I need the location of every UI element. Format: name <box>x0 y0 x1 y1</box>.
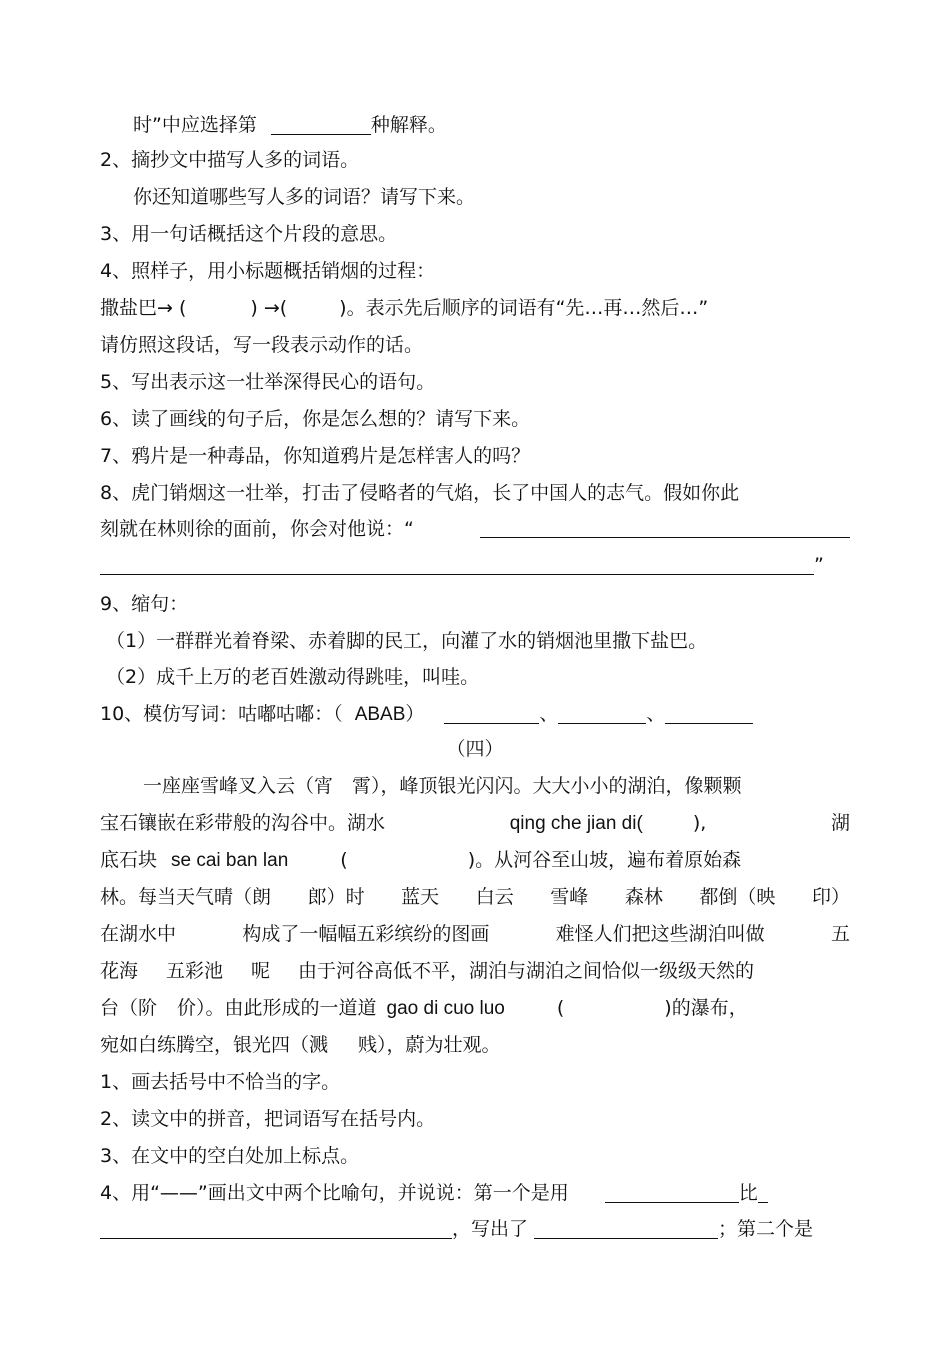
q8-answer-line-2[interactable] <box>100 574 814 575</box>
task-2: 2、读文中的拼音，把词语写在括号内。 <box>100 1108 436 1130</box>
p4-seg-7: 都倒（映 <box>699 886 776 908</box>
question-7: 7、鸦片是一种毒品，你知道鸦片是怎样害人的吗？ <box>100 445 531 467</box>
pinyin-qing-che-jian-di: qing che jian di( <box>509 813 643 834</box>
q10-text: 10、模仿写词：咕嘟咕嘟：（ <box>100 703 343 725</box>
p7-end: )的瀑布， <box>664 997 748 1019</box>
p4-seg-6: 森林 <box>624 886 663 908</box>
task-4-blank-3[interactable] <box>534 1218 718 1239</box>
passage-2-close: ), <box>692 812 707 834</box>
task-4-text: 4、用“——”画出文中两个比喻句，并说说：第一个是用 <box>100 1182 569 1204</box>
task-4-bi: 比 <box>738 1182 758 1204</box>
pinyin-gao-di-cuo-luo: gao di cuo luo <box>386 998 505 1019</box>
p6-seg-3: 呢 <box>251 960 271 982</box>
question-4-sub: 请仿照这段话，写一段表示动作的话。 <box>100 334 424 356</box>
question-6: 6、读了画线的句子后，你是怎么想的？请写下来。 <box>100 408 531 430</box>
question-2-sub: 你还知道哪些写人多的词语？请写下来。 <box>133 186 476 208</box>
question-8-cont: 刻就在林则徐的面前，你会对他说：“ <box>100 518 414 540</box>
p5-seg-4: 五 <box>830 923 850 945</box>
passage-3-text: 底石块 <box>100 849 158 871</box>
question-10 <box>100 699 850 729</box>
passage-2-pinyin-group <box>510 808 707 838</box>
passage-line-4 <box>100 882 850 912</box>
task-4-second: ；第二个是 <box>718 1218 814 1240</box>
p4-seg-8: 印） <box>811 886 850 908</box>
question-3: 3、用一句话概括这个片段的意思。 <box>100 223 398 245</box>
p5-seg-1: 在湖水中 <box>100 923 177 945</box>
task-4-wrote: ，写出了 <box>452 1218 529 1240</box>
q10-separator-1: 、 <box>539 703 559 725</box>
question-5: 5、写出表示这一壮举深得民心的语句。 <box>100 371 436 393</box>
passage-3-open: ( <box>340 849 348 871</box>
p4-seg-2: 郎）时 <box>307 886 365 908</box>
task-1: 1、画去括号中不恰当的字。 <box>100 1071 341 1093</box>
q8-close-quote: ” <box>814 554 824 576</box>
p7-seg-2: 价）。由此形成的一道道 <box>177 997 377 1019</box>
example-text-b: ) →( <box>250 297 288 319</box>
section-heading-4: （四） <box>446 738 504 760</box>
question-9-item-1: （1）一群群光着脊梁、赤着脚的民工，向灌了水的销烟池里撒下盐巴。 <box>106 630 708 652</box>
q10-blank-2[interactable] <box>558 703 646 724</box>
passage-line-8 <box>100 1030 850 1060</box>
p7-seg-1: 台（阶 <box>100 997 158 1019</box>
passage-line-5 <box>100 919 850 949</box>
p6-seg-4: 由于河谷高低不平，湖泊与湖泊之间恰似一级级天然的 <box>298 960 755 982</box>
example-text-c: )。表示先后顺序的词语有“先…再…然后…” <box>339 297 709 319</box>
q8-answer-line-1[interactable] <box>480 537 850 538</box>
task-3: 3、在文中的空白处加上标点。 <box>100 1145 360 1167</box>
task-4-blank-1[interactable] <box>605 1182 739 1203</box>
p7-open: ( <box>556 997 565 1019</box>
passage-line-7 <box>100 993 850 1023</box>
question-9: 9、缩句： <box>100 593 189 615</box>
q1-text-b: 种解释。 <box>370 114 447 136</box>
q10-pattern: ABAB） <box>354 704 425 725</box>
line-1 <box>133 110 850 140</box>
p8-seg-2: 贱），蔚为壮观。 <box>358 1034 501 1056</box>
p4-seg-3: 蓝天 <box>401 886 440 908</box>
passage-line-1: 一座座雪峰叉入云（宵 霄），峰顶银光闪闪。大大小小的湖泊，像颗颗 <box>143 775 742 797</box>
q10-blank-1[interactable] <box>444 703 539 724</box>
q10-separator-2: 、 <box>646 703 666 725</box>
question-2: 2、摘抄文中描写人多的词语。 <box>100 149 360 171</box>
task-4-cont <box>100 1214 850 1244</box>
passage-2-end: 湖 <box>830 812 850 834</box>
passage-line-6 <box>100 956 850 986</box>
passage-line-3 <box>100 845 850 875</box>
pinyin-se-cai-ban-lan: se cai ban lan <box>171 850 289 871</box>
p8-seg-1: 宛如白练腾空，银光四（溅 <box>100 1034 329 1056</box>
question-8: 8、虎门销烟这一壮举，打击了侵略者的气焰，长了中国人的志气。假如你此 <box>100 482 740 504</box>
question-4-example <box>100 293 850 323</box>
passage-line-2 <box>100 808 850 838</box>
example-text-a: 撒盐巴→ ( <box>100 297 187 319</box>
p4-seg-4: 白云 <box>475 886 514 908</box>
passage-2-text: 宝石镶嵌在彩带般的沟谷中。湖水 <box>100 812 386 834</box>
question-4: 4、照样子，用小标题概括销烟的过程： <box>100 260 436 282</box>
question-9-item-2: （2）成千上万的老百姓激动得跳哇，叫哇。 <box>106 666 480 688</box>
q10-blank-3[interactable] <box>665 703 753 724</box>
task-4-blank-2[interactable] <box>100 1218 452 1239</box>
p5-seg-3: 难怪人们把这些湖泊叫做 <box>555 923 765 945</box>
task-4-blank-1-tail[interactable] <box>758 1182 768 1203</box>
p6-seg-1: 花海 <box>100 960 139 982</box>
task-4 <box>100 1178 850 1208</box>
p4-seg-5: 雪峰 <box>550 886 589 908</box>
q1-answer-blank[interactable] <box>271 114 371 135</box>
passage-3-end: )。从河谷至山坡，遍布着原始森 <box>467 849 742 871</box>
p4-seg-1: 林。每当天气晴（朗 <box>100 886 272 908</box>
p5-seg-2: 构成了一幅幅五彩缤纷的图画 <box>242 923 490 945</box>
p6-seg-2: 五彩池 <box>166 960 224 982</box>
q1-text-a: 时”中应选择第 <box>133 114 257 136</box>
